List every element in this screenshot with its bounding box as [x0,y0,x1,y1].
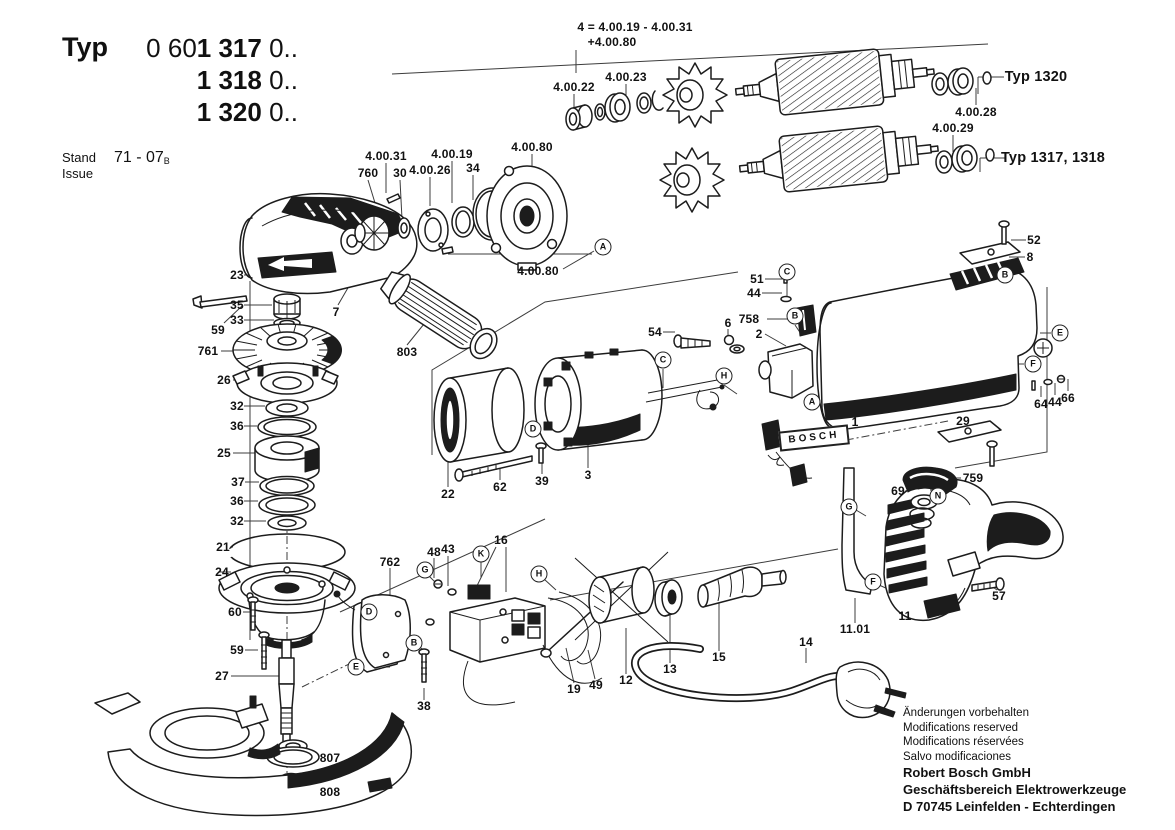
part-label-59: 59 [211,323,225,337]
part-label-48: 48 [427,545,441,559]
part-label-23: 23 [230,268,244,282]
part-label-51: 51 [750,272,764,286]
part-label-3: 3 [584,468,592,482]
part-label-30: 30 [393,166,407,180]
part-label-4.00.28: 4.00.28 [955,105,997,119]
part-label-19: 19 [567,682,581,696]
part-label-762: 762 [379,555,401,569]
part-label-54: 54 [648,325,662,339]
issue-suffix: B [163,156,170,166]
part-label-44: 44 [1048,395,1062,409]
part-label-35: 35 [230,298,244,312]
ref-letter-c: C [655,352,672,369]
part-label-16: 16 [494,533,508,547]
model-number-row: 1 318 0.. [196,65,298,95]
part-label-803: 803 [396,345,418,359]
ref-letter-g: G [417,562,434,579]
ref-letter-d: D [361,604,378,621]
part-label-57: 57 [992,589,1006,603]
company-line: Geschäftsbereich Elektrowerkzeuge [903,782,1127,797]
ref-letter-c: C [779,264,796,281]
part-label-4.00.29: 4.00.29 [932,121,974,135]
part-label-2: 2 [755,327,763,341]
part-label-64: 64 [1034,397,1048,411]
part-label-4.00.80: 4.00.80 [511,140,553,154]
part-label-1: 1 [851,415,859,429]
ref-letter-e: E [348,659,365,676]
bosch-nameplate: BOSCH [778,424,850,451]
part-label-4.00.22: 4.00.22 [553,80,595,94]
ref-letter-b: B [406,635,423,652]
part-label-8: 8 [1026,250,1034,264]
ref-letter-b: B [787,308,804,325]
part-label-60: 60 [228,605,242,619]
part-label-52: 52 [1027,233,1041,247]
ref-letter-h: H [716,368,733,385]
part-label-6: 6 [724,316,732,330]
part-label-39: 39 [535,474,549,488]
part-label-12: 12 [619,673,633,687]
part-label-4.00.80: 4.00.80 [517,264,559,278]
part-label-29: 29 [956,414,970,428]
part-label-43: 43 [441,542,455,556]
part-label-49: 49 [589,678,603,692]
part-label-typ-1317-1318: Typ 1317, 1318 [1000,150,1106,166]
ref-letter-a: A [595,239,612,256]
part-label-33: 33 [230,313,244,327]
part-label-36: 36 [230,419,244,433]
part-label-62: 62 [493,480,507,494]
part-label-21: 21 [216,540,230,554]
part-label-4.00.23: 4.00.23 [605,70,647,84]
ref-letter-b: B [997,267,1014,284]
part-label-14: 14 [799,635,813,649]
part-label-4.00.31: 4.00.31 [365,149,407,163]
ref-letter-e: E [1052,325,1069,342]
ref-letter-d: D [525,421,542,438]
note-line: Modifications reserved [903,721,1019,734]
part-label-808: 808 [319,785,341,799]
part-label-4-4.00.19-4.00.31: 4 = 4.00.19 - 4.00.31 [577,20,693,34]
part-label-66: 66 [1061,391,1075,405]
part-label-25: 25 [217,446,231,460]
part-label-36: 36 [230,494,244,508]
part-label-760: 760 [357,166,379,180]
ref-letter-f: F [1025,356,1042,373]
part-label--4.00.80: +4.00.80 [587,35,637,49]
part-label-69: 69 [891,484,905,498]
company-line: Robert Bosch GmbH [903,765,1031,780]
part-label-13: 13 [663,662,677,676]
ref-letter-f: F [865,574,882,591]
part-label-11.01: 11.01 [839,622,871,636]
part-label-759: 759 [962,471,984,485]
part-label-4.00.19: 4.00.19 [431,147,473,161]
ref-letter-g: G [841,499,858,516]
stand-label: Stand [62,150,96,165]
ref-letter-h: H [531,566,548,583]
part-label-758: 758 [738,312,760,326]
part-label-807: 807 [319,751,341,765]
part-label-4.00.26: 4.00.26 [409,163,451,177]
note-line: Salvo modificaciones [903,750,1012,763]
ref-letter-n: N [930,488,947,505]
part-label-761: 761 [197,344,219,358]
ref-letter-k: K [473,546,490,563]
part-label-59: 59 [230,643,244,657]
part-label-44: 44 [747,286,761,300]
ref-letter-a: A [804,394,821,411]
note-line: Änderungen vorbehalten [903,707,1029,719]
part-label-15: 15 [712,650,726,664]
part-label-32: 32 [230,399,244,413]
model-number-row: 0 601 317 0.. [146,33,298,63]
part-label-7: 7 [332,305,340,319]
part-label-24: 24 [215,565,229,579]
part-label-34: 34 [466,161,480,175]
part-label-typ-1320: Typ 1320 [1004,69,1068,85]
part-label-32: 32 [230,514,244,528]
part-label-11: 11 [898,609,912,623]
part-label-26: 26 [217,373,231,387]
issue-value: 71 - 07 [113,149,164,166]
part-label-27: 27 [215,669,229,683]
part-label-38: 38 [417,699,431,713]
model-number-row: 1 320 0.. [196,97,298,127]
typ-label: Typ [62,32,108,62]
issue-label: Issue [62,166,94,181]
company-line: D 70745 Leinfelden - Echterdingen [903,799,1116,814]
note-line: Modifications réservées [903,736,1024,748]
part-label-22: 22 [441,487,455,501]
part-label-37: 37 [231,475,245,489]
